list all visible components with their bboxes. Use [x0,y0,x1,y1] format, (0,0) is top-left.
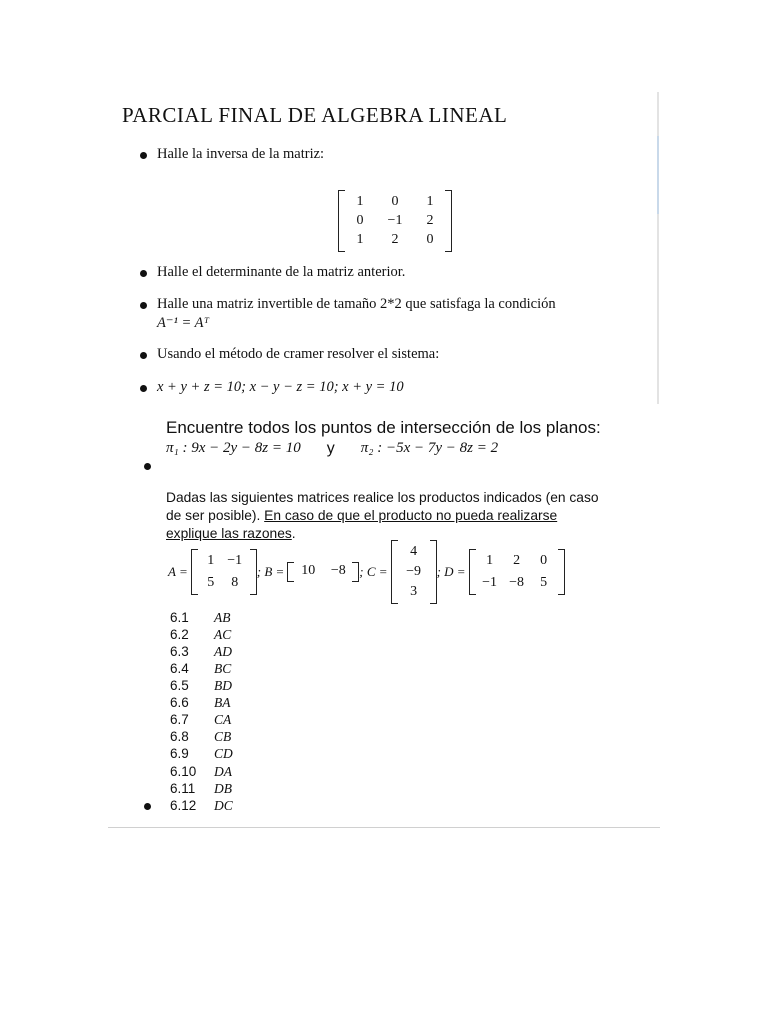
matrix-cell: 3 [410,584,418,599]
products-intro [166,489,616,543]
list-label: CB [214,729,232,744]
list-label: AC [214,627,232,642]
list-item [170,610,231,626]
matrix-cell: 1 [426,194,434,209]
matrix-cell: 1 [207,553,215,568]
list-item [170,712,231,728]
right-bracket [250,549,257,595]
item-text: Halle el determinante de la matriz anterior. [157,264,406,280]
matrix-cell: 5 [207,575,215,590]
intro-line: Dadas las siguientes matrices realice los productos indicados (en caso [166,490,599,505]
matrix-a [191,549,257,595]
item-formula: A⁻¹ = Aᵀ [157,315,210,331]
matrix-label-d: ; D = [436,564,466,579]
matrix-grid [398,540,430,604]
list-number: 6.6 [170,695,189,710]
matrix-cell: −8 [330,563,346,578]
list-item [170,729,231,745]
matrix-cell: 0 [540,553,548,568]
right-bracket [352,562,359,582]
list-number: 6.10 [170,764,197,779]
bullet-icon [140,270,147,277]
matrix-cell: 4 [410,544,418,559]
matrix-c [391,540,437,604]
bullet-icon [144,463,151,470]
list-number: 6.8 [170,729,189,744]
right-bracket [445,190,452,252]
matrix-cell: 2 [426,213,434,228]
right-bracket [430,540,437,604]
list-label: CD [214,746,233,761]
matrix-cell: 1 [356,194,364,209]
matrix-label-c: ; C = [359,564,388,579]
matrix-cell: 2 [513,553,521,568]
planes-equations [166,440,498,458]
list-label: DC [214,798,233,813]
list-item [170,746,233,762]
plane-1: π₁ : 9x − 2y − 8z = 10 [166,440,301,456]
intro-underlined: explique las razones [166,526,292,541]
planes-heading: Encuentre todos los puntos de intersección de los planos: [166,418,601,437]
intro-line [166,507,616,525]
matrix-cell: 10 [301,563,316,578]
list-label: BA [214,695,231,710]
page-edge-highlight [657,136,659,214]
left-bracket [469,549,476,595]
list-label: CA [214,712,232,727]
matrix-cell: 0 [356,213,364,228]
list-number: 6.2 [170,627,189,642]
list-item [170,798,233,814]
list-item [170,781,232,797]
list-label: AB [214,610,231,625]
item-text: Usando el método de cramer resolver el sistema: [157,346,440,362]
left-bracket [391,540,398,604]
page-bottom-rule [108,827,660,828]
matrix-cell: −9 [406,564,422,579]
matrix-cell: 0 [426,232,434,247]
list-item [170,695,231,711]
matrix-cell: 2 [391,232,399,247]
matrix-grid [345,190,445,252]
right-bracket [558,549,565,595]
system-equations: x + y + z = 10; x − y − z = 10; x + y = 10 [157,379,404,395]
list-item [170,661,231,677]
list-number: 6.7 [170,712,189,727]
matrix-cell: 5 [540,575,548,590]
matrix-label-b: ; B = [256,564,285,579]
matrix-cell: −1 [482,575,498,590]
item-system [140,379,404,396]
planes-connector: y [326,440,335,457]
matrix-cell: −1 [227,553,243,568]
page-title: PARCIAL FINAL DE ALGEBRA LINEAL [122,103,508,127]
matrix-main [338,190,452,252]
matrix-cell: 0 [391,194,399,209]
left-bracket [287,562,294,582]
item-text: Halle una matriz invertible de tamaño 2*2 que satisfaga la condición [157,296,556,312]
bullet-icon [140,302,147,309]
matrices-row [168,540,565,604]
list-label: DA [214,764,232,779]
item-determinant [140,264,405,281]
matrix-cell: 1 [486,553,494,568]
plane-2: π₂ : −5x − 7y − 8z = 2 [360,440,499,456]
matrix-label-a: A = [168,564,188,579]
list-item [170,764,232,780]
list-item [170,644,232,660]
list-number: 6.3 [170,644,189,659]
matrix-grid [294,562,352,582]
list-number: 6.5 [170,678,189,693]
matrix-cell: −1 [387,213,403,228]
list-label: AD [214,644,232,659]
bullet-icon [140,152,147,159]
matrix-b [287,562,359,582]
list-number: 6.4 [170,661,189,676]
bullet-icon [140,385,147,392]
list-label: BC [214,661,232,676]
item-text: Halle la inversa de la matriz: [157,146,325,162]
matrix-grid [198,549,250,595]
intro-text: de ser posible). [166,508,265,523]
list-item [170,678,232,694]
matrix-cell: −8 [509,575,525,590]
list-number: 6.1 [170,610,189,625]
item-inverse [140,146,324,163]
list-number: 6.9 [170,746,189,761]
bullet-icon [140,352,147,359]
matrix-cell: 8 [231,575,239,590]
matrix-d [469,549,565,595]
list-item [170,627,231,643]
intro-text: . [291,526,296,541]
list-number: 6.12 [170,798,197,813]
left-bracket [338,190,345,252]
list-label: BD [214,678,232,693]
matrix-grid [476,549,558,595]
left-bracket [191,549,198,595]
bullet-icon [144,803,151,810]
matrix-cell: 1 [356,232,364,247]
item-cramer [140,346,439,363]
list-label: DB [214,781,232,796]
item-invertible [140,296,655,332]
list-number: 6.11 [170,781,196,796]
intro-underlined: En caso de que el producto no pueda realizarse [264,508,558,523]
